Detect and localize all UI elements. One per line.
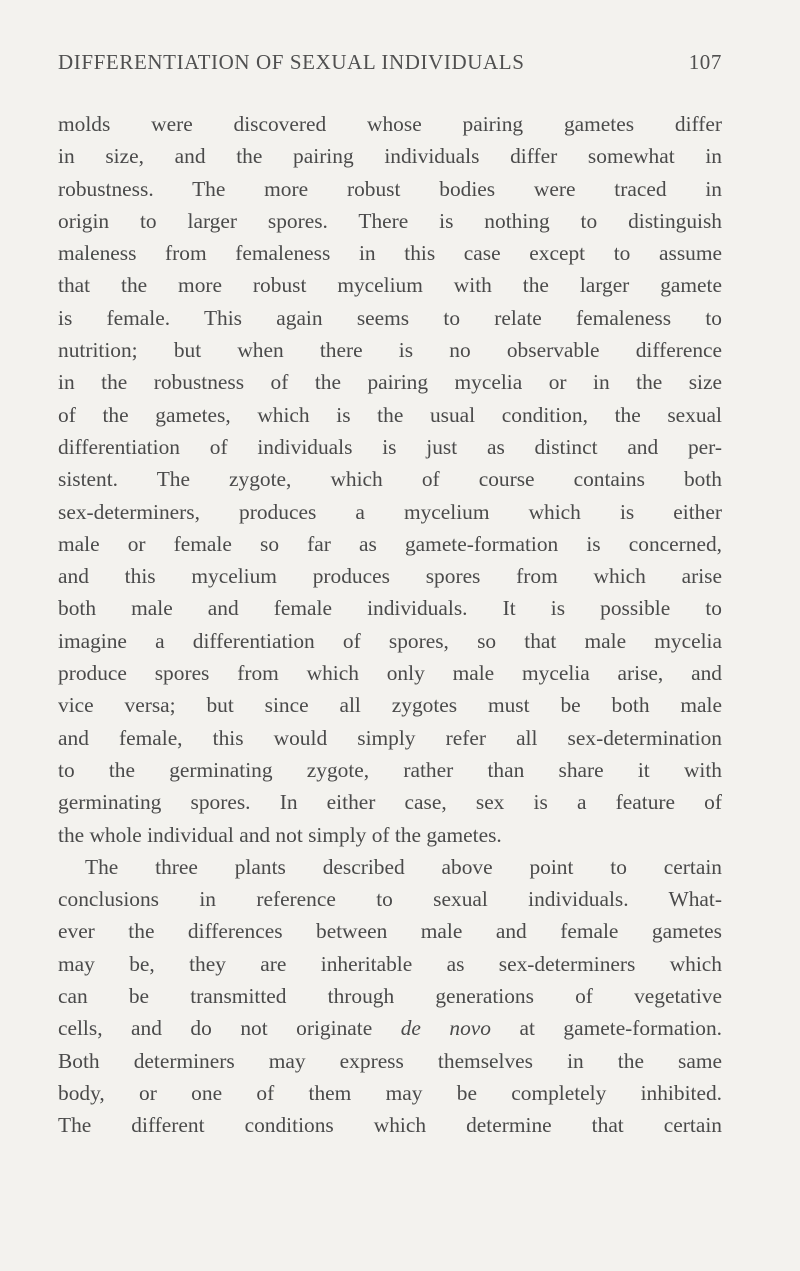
text-line: body, or one of them may be completely inhibited. bbox=[58, 1080, 722, 1105]
text-line: to the germinating zygote, rather than share it with bbox=[58, 757, 722, 782]
page-number: 107 bbox=[688, 50, 722, 74]
text-line: nutrition; but when there is no observable difference bbox=[58, 338, 722, 363]
text-line: molds were discovered whose pairing gametes differ bbox=[58, 112, 722, 136]
text-line: conclusions in reference to sexual individuals. What- bbox=[58, 887, 722, 912]
text-line: maleness from femaleness in this case except to assume bbox=[58, 241, 722, 266]
text-line: Both determiners may express themselves in the same bbox=[58, 1048, 722, 1073]
text-line: imagine a differentiation of spores, so that male mycelia bbox=[58, 628, 722, 653]
paragraph-start-line: The three plants described above point to certain bbox=[85, 854, 722, 879]
italic-phrase: de novo bbox=[400, 1016, 491, 1041]
text-line: and female, this would simply refer all sex-determination bbox=[58, 725, 722, 750]
text-line: and this mycelium produces spores from which arise bbox=[58, 564, 722, 589]
text-line: origin to larger spores. There is nothing to distinguish bbox=[58, 208, 722, 233]
paragraph-end-line: the whole individual and not simply of the gametes. bbox=[58, 822, 502, 847]
text-segment: at gamete-formation. bbox=[490, 1016, 723, 1041]
text-line: ever the differences between male and female gametes bbox=[58, 919, 722, 944]
text-line: can be transmitted through generations of vegetative bbox=[58, 984, 722, 1009]
text-line: germinating spores. In either case, sex is a feature of bbox=[58, 790, 722, 815]
running-title: DIFFERENTIATION OF SEXUAL INDIVIDUALS bbox=[58, 50, 525, 74]
text-line: may be, they are inheritable as sex-determiners which bbox=[58, 951, 722, 976]
text-line: is female. This again seems to relate femaleness to bbox=[58, 305, 722, 330]
text-line bbox=[58, 1012, 722, 1044]
text-line: that the more robust mycelium with the larger gamete bbox=[58, 273, 722, 298]
text-line: robustness. The more robust bodies were traced in bbox=[58, 176, 722, 201]
text-line: of the gametes, which is the usual condition, the sexual bbox=[58, 402, 722, 427]
text-line: produce spores from which only male mycelia arise, and bbox=[58, 661, 722, 686]
text-line: in the robustness of the pairing mycelia or in the size bbox=[58, 370, 722, 395]
text-line: sex-determiners, produces a mycelium which is either bbox=[58, 499, 722, 524]
text-line: both male and female individuals. It is possible to bbox=[58, 596, 722, 621]
text-line: male or female so far as gamete-formation is concerned, bbox=[58, 531, 722, 556]
text-line: differentiation of individuals is just as distinct and per- bbox=[58, 434, 722, 459]
text-line: vice versa; but since all zygotes must be both male bbox=[58, 693, 722, 718]
text-line: The different conditions which determine that certain bbox=[58, 1113, 722, 1138]
text-line: in size, and the pairing individuals differ somewhat in bbox=[58, 144, 722, 169]
body-text bbox=[58, 108, 722, 1142]
text-line: sistent. The zygote, which of course contains both bbox=[58, 467, 722, 492]
text-segment: cells, and do not originate bbox=[58, 1016, 401, 1041]
